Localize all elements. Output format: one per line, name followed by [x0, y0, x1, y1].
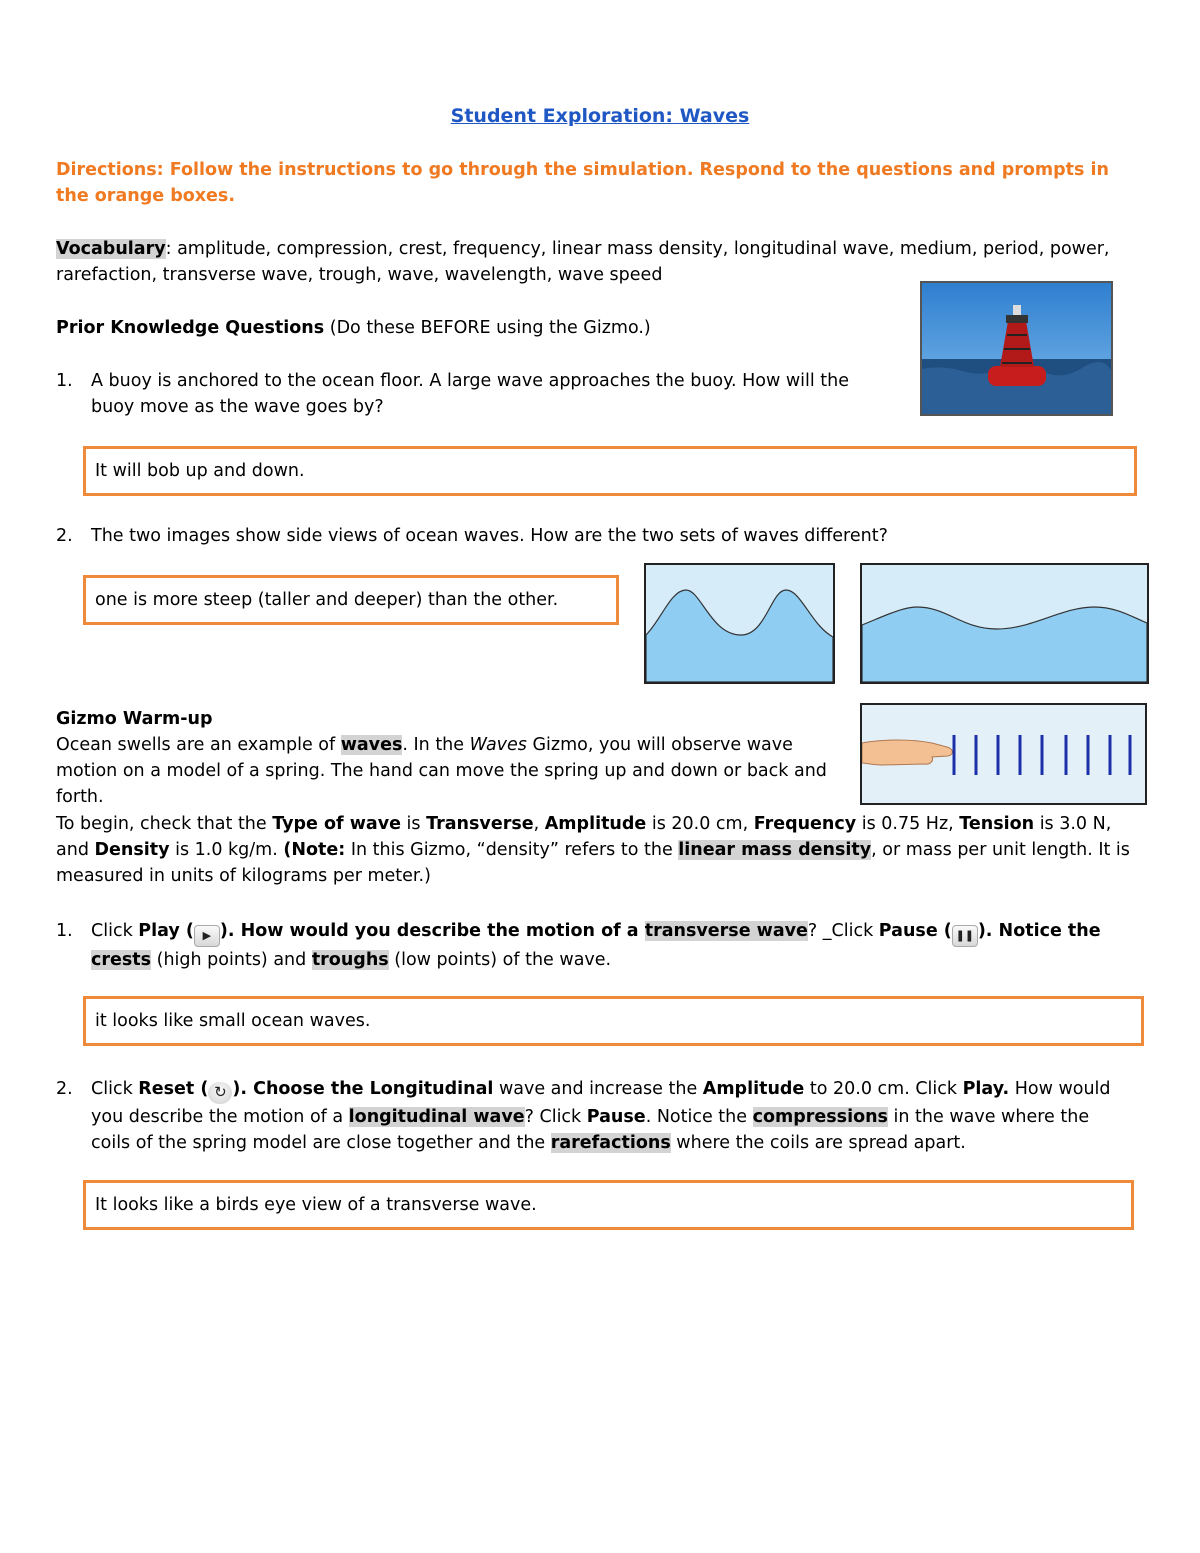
hand-spring-illustration — [862, 705, 1145, 803]
term-compressions: compressions — [752, 1107, 888, 1127]
warmup-q1-text: Click Play ( ▶ ). How would you describe the motion of a transverse wave? _Click Pause ( ❚❚ ). Notice the crests (high points) and troughs (low points) of the wave. — [91, 921, 1101, 970]
term-waves: waves — [340, 735, 403, 755]
buoy-image — [920, 281, 1113, 416]
gentle-wave-image — [860, 563, 1149, 684]
answer-box-warmup-1[interactable] — [83, 996, 1144, 1046]
term-crests: crests — [91, 950, 152, 970]
play-icon[interactable]: ▶ — [194, 925, 220, 947]
answer-text: It will bob up and down. — [95, 461, 305, 481]
steep-wave-illustration — [646, 565, 833, 682]
warmup-setup-paragraph: To begin, check that the Type of wave is Transverse, Amplitude is 20.0 cm, Frequency is 0.75 Hz, Tension is 3.0 N, and Density is 1.0 kg/m. (Note: In this Gizmo, “density” refers to the linear mass density, or mass per unit length. It is measured in units of kilograms per meter.) — [56, 814, 1130, 886]
reset-icon[interactable]: ↻ — [208, 1082, 232, 1104]
prior-q2-number: 2. — [56, 526, 73, 546]
prior-note: (Do these BEFORE using the Gizmo.) — [324, 318, 651, 338]
vocabulary-label: Vocabulary — [56, 239, 166, 259]
term-troughs: troughs — [311, 950, 389, 970]
warmup-q1-number: 1. — [56, 921, 73, 941]
term-rarefactions: rarefactions — [550, 1133, 671, 1153]
steep-wave-image — [644, 563, 835, 684]
answer-box-prior-1[interactable] — [83, 446, 1137, 496]
page-title: Student Exploration: Waves — [450, 105, 750, 127]
warmup-intro: Ocean swells are an example of waves. In the Waves Gizmo, you will observe wave motion on a model of a spring. The hand can move the spring up and down or back and forth. — [56, 735, 827, 807]
term-longitudinal-wave: longitudinal wave — [348, 1107, 525, 1127]
directions-text: Directions: Follow the instructions to go through the simulation. Respond to the questions and prompts in the orange boxes. — [56, 160, 1109, 206]
warmup-q2-text: Click Reset ( ↻ ). Choose the Longitudinal wave and increase the Amplitude to 20.0 cm. Click Play. How would you describe the motion of a longitudinal wave? Click Pause. Notice the compressions in the wave where the coils of the spring model are close together and the rarefactions where the coils are spread apart. — [91, 1079, 1111, 1153]
pause-icon[interactable]: ❚❚ — [952, 925, 978, 947]
prior-q1-text: A buoy is anchored to the ocean floor. A large wave approaches the buoy. How will the buoy move as the wave goes by? — [91, 371, 850, 417]
warmup-q2-number: 2. — [56, 1079, 73, 1099]
term-linear-mass-density: linear mass density — [678, 840, 872, 860]
prior-knowledge-heading — [56, 315, 896, 341]
prior-heading: Prior Knowledge Questions — [56, 318, 325, 338]
prior-q1-number: 1. — [56, 371, 73, 391]
vocabulary-list: : amplitude, compression, crest, frequency, linear mass density, longitudinal wave, medium, period, power, rarefaction, transverse wave, trough, wave, wavelength, wave speed — [56, 239, 1110, 285]
answer-box-prior-2[interactable] — [83, 575, 619, 625]
prior-q2-text: The two images show side views of ocean waves. How are the two sets of waves different? — [91, 526, 888, 546]
term-transverse-wave: transverse wave — [644, 921, 808, 941]
warmup-heading: Gizmo Warm-up — [56, 709, 213, 729]
buoy-illustration — [922, 283, 1111, 414]
spring-model-image — [860, 703, 1147, 805]
answer-text: it looks like small ocean waves. — [95, 1011, 371, 1031]
answer-box-warmup-2[interactable] — [83, 1180, 1134, 1230]
answer-text: It looks like a birds eye view of a transverse wave. — [95, 1195, 537, 1215]
gentle-wave-illustration — [862, 565, 1147, 682]
answer-text: one is more steep (taller and deeper) than the other. — [95, 590, 559, 610]
